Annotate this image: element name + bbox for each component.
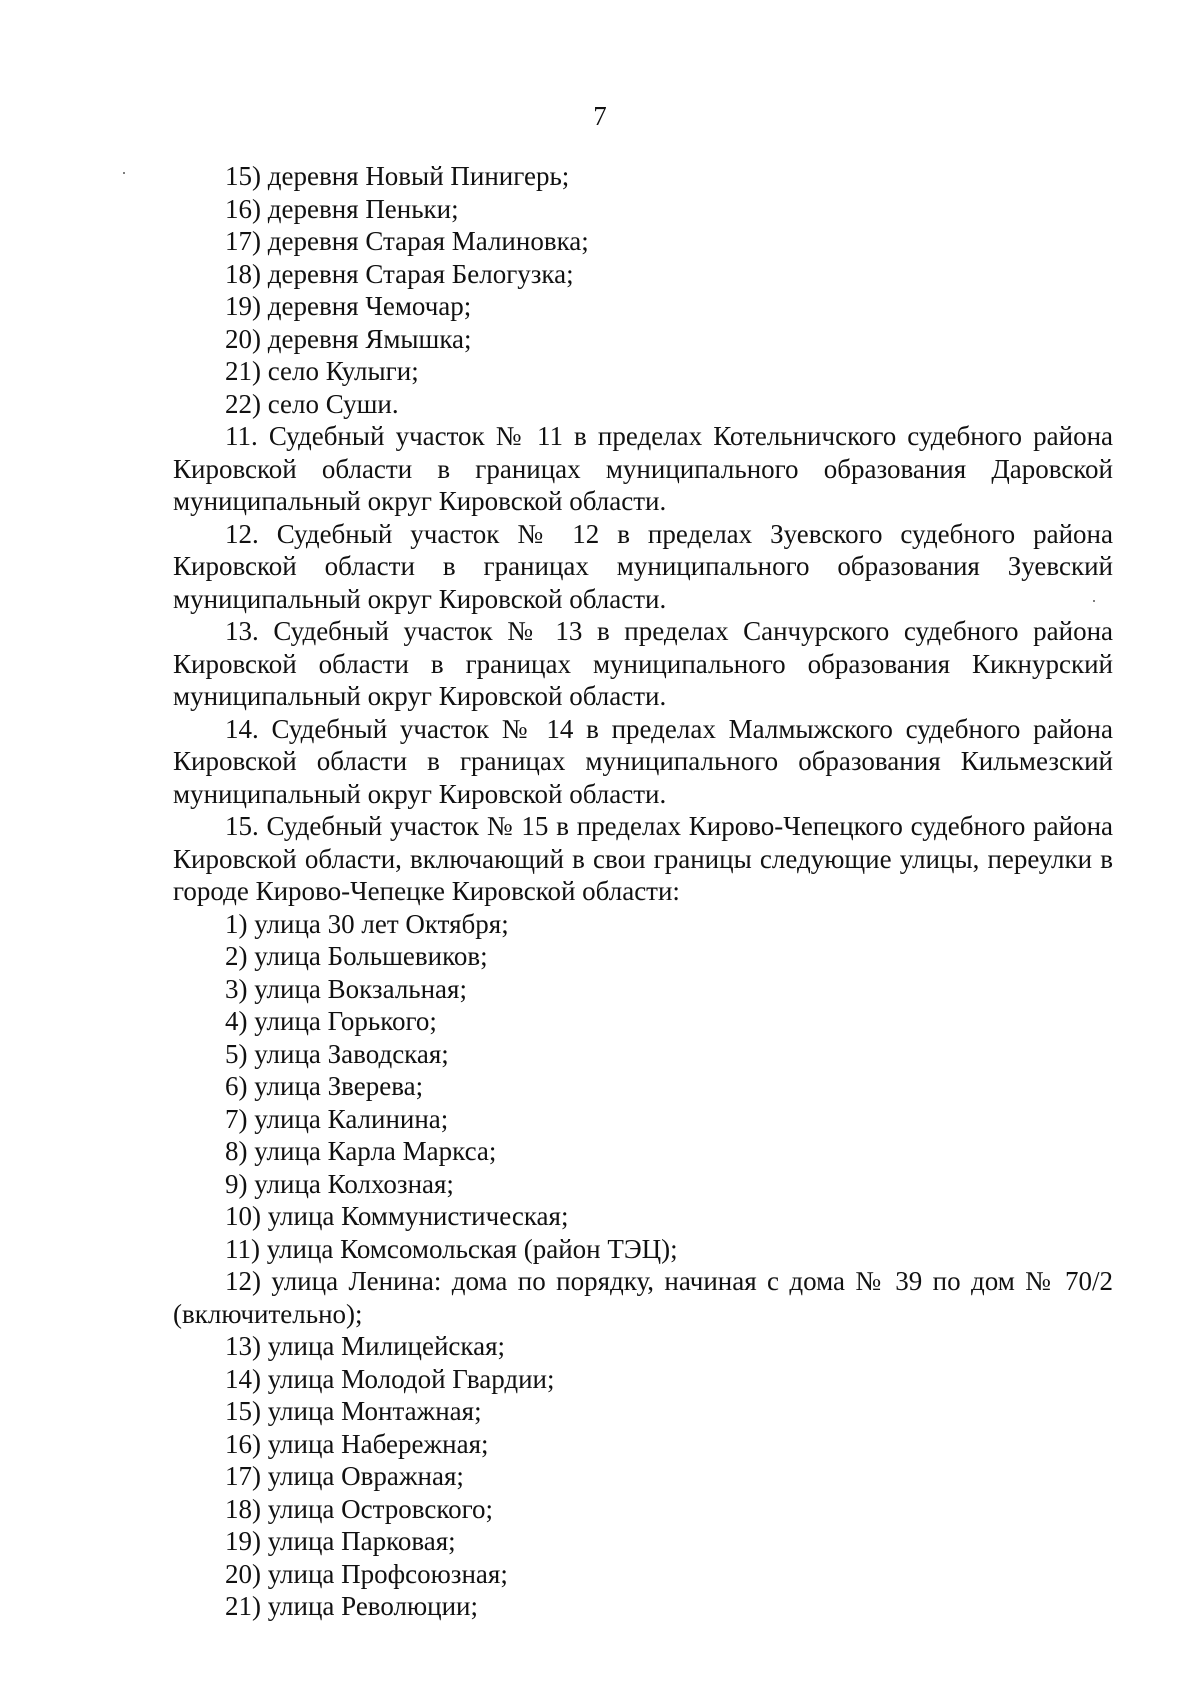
list-item: 15) деревня Новый Пинигерь; <box>225 161 570 191</box>
list-item: 20) деревня Ямышка; <box>225 323 472 354</box>
paragraph-section-11: 11. Судебный участок № 11 в пределах Котельничского судебного района Кировской области в границах муниципального образования Даровской муниципальный округ Кировской области. <box>173 421 1113 516</box>
list-item: 7) улица Калинина; <box>225 1103 449 1134</box>
list-item: 5) улица Заводская; <box>225 1038 449 1069</box>
list-item: 6) улица Зверева; <box>225 1071 424 1101</box>
scan-speck <box>1093 600 1095 602</box>
list-item: 11) улица Комсомольская (район ТЭЦ); <box>225 1233 678 1264</box>
list-item: 16) улица Набережная; <box>225 1428 489 1459</box>
list-item: 21) улица Революции; <box>225 1591 479 1621</box>
list-item: 17) деревня Старая Малиновка; <box>225 226 589 256</box>
scan-speck <box>123 172 125 174</box>
paragraph-section-13: 13. Судебный участок № 13 в пределах Санчурского судебного района Кировской области в границах муниципального образования Кикнурский муниципальный округ Кировской области. <box>173 616 1113 711</box>
list-item: 4) улица Горького; <box>225 1006 437 1036</box>
list-item: 14) улица Молодой Гвардии; <box>225 1363 555 1394</box>
list-item: 18) деревня Старая Белогузка; <box>225 258 574 289</box>
paragraph-section-12: 12. Судебный участок № 12 в пределах Зуевского судебного района Кировской области в границах муниципального образования Зуевский муниципальный округ Кировской области. <box>173 518 1113 614</box>
list-item: 18) улица Островского; <box>225 1493 493 1524</box>
list-item: 9) улица Колхозная; <box>225 1168 454 1199</box>
list-item: 19) улица Парковая; <box>225 1526 456 1556</box>
page-number: 7 <box>593 101 607 131</box>
paragraph-section-15: 15. Судебный участок № 15 в пределах Кирово-Чепецкого судебного района Кировской области, включающий в свои границы следующие улицы, переулки в городе Кирово-Чепецке Кировской области: <box>173 811 1113 906</box>
list-item: 17) улица Овражная; <box>225 1461 464 1491</box>
list-item: 1) улица 30 лет Октября; <box>225 908 509 939</box>
list-item: 21) село Кулыги; <box>225 356 419 386</box>
list-item: 19) деревня Чемочар; <box>225 291 472 321</box>
list-item: 20) улица Профсоюзная; <box>225 1558 508 1589</box>
list-item-wrapped: 12) улица Ленина: дома по порядку, начиная с дома № 39 по дом № 70/2 (включительно); <box>173 1266 1113 1329</box>
list-item: 8) улица Карла Маркса; <box>225 1136 497 1166</box>
list-item: 13) улица Милицейская; <box>225 1331 506 1361</box>
document-body <box>173 160 1113 1623</box>
list-item: 3) улица Вокзальная; <box>225 973 467 1004</box>
list-item: 15) улица Монтажная; <box>225 1396 482 1426</box>
paragraph-section-14: 14. Судебный участок № 14 в пределах Малмыжского судебного района Кировской области в границах муниципального образования Кильмезский муниципальный округ Кировской области. <box>173 713 1113 809</box>
list-item: 22) село Суши. <box>225 388 399 419</box>
list-item: 10) улица Коммунистическая; <box>225 1201 569 1231</box>
list-item: 16) деревня Пеньки; <box>225 193 459 224</box>
list-item: 2) улица Большевиков; <box>225 941 488 971</box>
